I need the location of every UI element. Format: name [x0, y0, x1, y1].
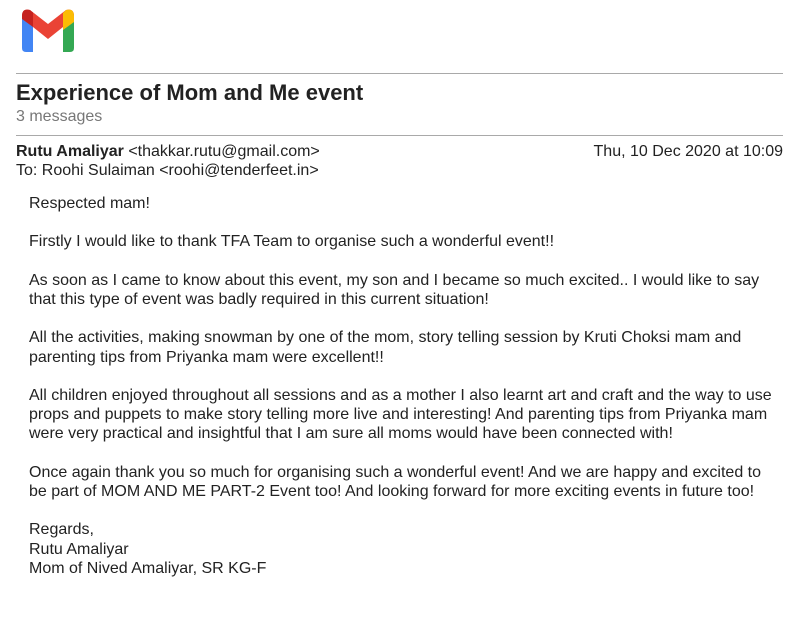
message-count: 3 messages [16, 108, 103, 125]
sender-line [16, 143, 320, 161]
recipient-line [16, 162, 319, 180]
thread-subject: Experience of Mom and Me event [16, 80, 364, 105]
signature-role: Mom of Nived Amaliyar, SR KG-F [29, 559, 267, 577]
body-paragraph-4: All children enjoyed throughout all sessions and as a mother I also learnt art and craft and the way to use props and puppets to make story telling more live and interesting! And parenting tips from Priyanka mam were very practical and insightful that I am sure all moms would have been connected with! [29, 386, 772, 443]
body-greeting: Respected mam! [29, 195, 150, 212]
message-date: Thu, 10 Dec 2020 at 10:09 [593, 143, 783, 160]
body-paragraph-1: Firstly I would like to thank TFA Team to organise such a wonderful event!! [29, 233, 555, 251]
body-paragraph-2: As soon as I came to know about this event, my son and I became so much excited.. I would like to say that this type of event was badly required in this current situation! [29, 271, 760, 308]
body-paragraph-3: All the activities, making snowman by one of the mom, story telling session by Kruti Choksi mam and parenting tips from Priyanka mam were excellent!! [29, 329, 742, 366]
signature-name: Rutu Amaliyar [29, 540, 129, 558]
message-body [29, 194, 773, 578]
recipient-name: Roohi Sulaiman [41, 162, 155, 179]
sender-email: <thakkar.rutu@gmail.com> [128, 143, 320, 160]
recipient-email: <roohi@tenderfeet.in> [159, 162, 319, 179]
recipient-label: To: [16, 162, 38, 179]
subject-divider [16, 135, 783, 136]
sender-name: Rutu Amaliyar [16, 143, 124, 160]
header-divider [16, 73, 783, 74]
signature-regards: Regards, [29, 521, 94, 539]
body-paragraph-5: Once again thank you so much for organising such a wonderful event! And we are happy and excited to be part of MOM AND ME PART-2 Event too! And looking forward for more exciting events in future too! [29, 463, 762, 500]
gmail-logo-icon [18, 8, 78, 53]
